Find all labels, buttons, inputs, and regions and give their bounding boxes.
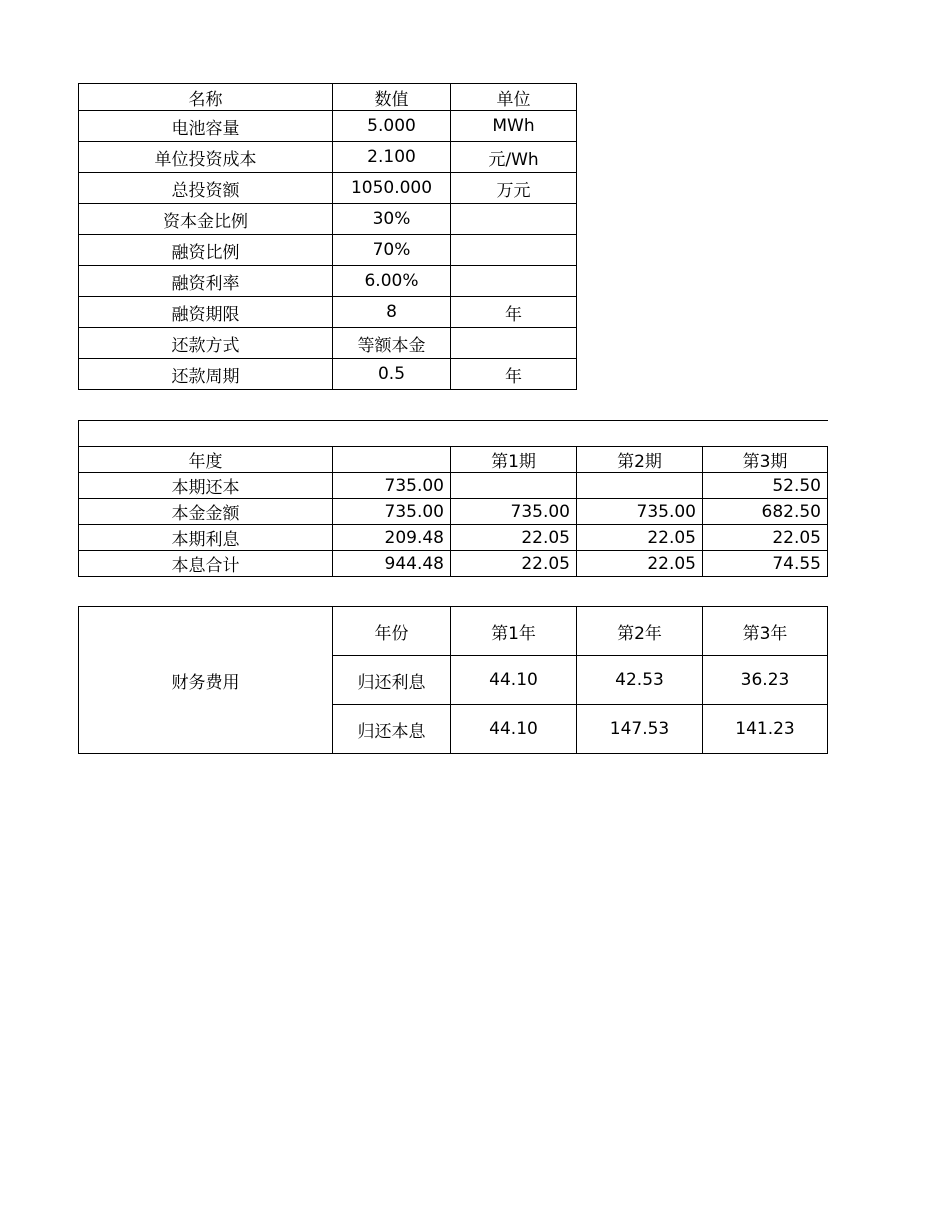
finance-cost-table xyxy=(78,606,828,754)
param-unit[interactable]: MWh xyxy=(451,111,577,142)
finance-header-row xyxy=(79,607,828,656)
schedule-cell[interactable] xyxy=(451,473,577,499)
schedule-cell[interactable]: 22.05 xyxy=(451,525,577,551)
header-unit[interactable]: 单位 xyxy=(451,84,577,111)
schedule-cell[interactable]: 682.50 xyxy=(703,499,828,525)
finance-cell[interactable]: 42.53 xyxy=(577,656,703,705)
param-name[interactable]: 总投资额 xyxy=(79,173,333,204)
param-name[interactable]: 融资比例 xyxy=(79,235,333,266)
parameters-header-row xyxy=(79,84,577,111)
parameters-table xyxy=(78,83,577,390)
param-unit[interactable]: 年 xyxy=(451,359,577,390)
param-name[interactable]: 单位投资成本 xyxy=(79,142,333,173)
param-unit[interactable] xyxy=(451,204,577,235)
param-value[interactable]: 8 xyxy=(333,297,451,328)
schedule-cell[interactable]: 735.00 xyxy=(333,499,451,525)
param-name[interactable]: 还款方式 xyxy=(79,328,333,359)
param-value[interactable]: 1050.000 xyxy=(333,173,451,204)
schedule-cell[interactable]: 944.48 xyxy=(333,551,451,577)
param-unit[interactable] xyxy=(451,266,577,297)
param-name[interactable]: 资本金比例 xyxy=(79,204,333,235)
header-name[interactable]: 名称 xyxy=(79,84,333,111)
finance-cell[interactable]: 141.23 xyxy=(703,705,828,754)
schedule-cell[interactable]: 22.05 xyxy=(577,525,703,551)
schedule-row-label[interactable]: 本息合计 xyxy=(79,551,333,577)
param-unit[interactable]: 元/Wh xyxy=(451,142,577,173)
finance-cell[interactable]: 36.23 xyxy=(703,656,828,705)
schedule-row xyxy=(79,525,828,551)
schedule-cell[interactable]: 735.00 xyxy=(577,499,703,525)
schedule-cell[interactable]: 74.55 xyxy=(703,551,828,577)
param-unit[interactable] xyxy=(451,328,577,359)
header-value[interactable]: 数值 xyxy=(333,84,451,111)
schedule-blank-row xyxy=(79,421,828,447)
finance-header-year[interactable]: 年份 xyxy=(333,607,451,656)
schedule-cell[interactable]: 209.48 xyxy=(333,525,451,551)
finance-header-year-2[interactable]: 第2年 xyxy=(577,607,703,656)
param-name[interactable]: 电池容量 xyxy=(79,111,333,142)
param-row xyxy=(79,173,577,204)
finance-header-year-1[interactable]: 第1年 xyxy=(451,607,577,656)
schedule-cell[interactable]: 22.05 xyxy=(577,551,703,577)
finance-header-year-3[interactable]: 第3年 xyxy=(703,607,828,656)
param-row xyxy=(79,266,577,297)
finance-row-label[interactable]: 归还本息 xyxy=(333,705,451,754)
param-row xyxy=(79,359,577,390)
schedule-header-row xyxy=(79,447,828,473)
schedule-header-total[interactable] xyxy=(333,447,451,473)
param-name[interactable]: 还款周期 xyxy=(79,359,333,390)
param-value[interactable]: 0.5 xyxy=(333,359,451,390)
schedule-cell[interactable] xyxy=(577,473,703,499)
schedule-row-label[interactable]: 本期利息 xyxy=(79,525,333,551)
param-row xyxy=(79,297,577,328)
schedule-header-year[interactable]: 年度 xyxy=(79,447,333,473)
schedule-cell[interactable]: 735.00 xyxy=(333,473,451,499)
finance-label[interactable]: 财务费用 xyxy=(79,607,333,754)
schedule-cell[interactable]: 735.00 xyxy=(451,499,577,525)
param-unit[interactable] xyxy=(451,235,577,266)
param-value[interactable]: 30% xyxy=(333,204,451,235)
param-unit[interactable]: 年 xyxy=(451,297,577,328)
schedule-header-period-2[interactable]: 第2期 xyxy=(577,447,703,473)
param-row xyxy=(79,204,577,235)
repayment-schedule-table xyxy=(78,420,828,577)
param-row xyxy=(79,111,577,142)
param-row xyxy=(79,328,577,359)
schedule-cell[interactable]: 52.50 xyxy=(703,473,828,499)
schedule-row xyxy=(79,473,828,499)
finance-cell[interactable]: 44.10 xyxy=(451,705,577,754)
param-unit[interactable]: 万元 xyxy=(451,173,577,204)
schedule-row-label[interactable]: 本金金额 xyxy=(79,499,333,525)
schedule-blank-cell[interactable] xyxy=(79,421,828,447)
param-value[interactable]: 2.100 xyxy=(333,142,451,173)
schedule-row xyxy=(79,499,828,525)
param-value[interactable]: 70% xyxy=(333,235,451,266)
param-name[interactable]: 融资利率 xyxy=(79,266,333,297)
param-row xyxy=(79,142,577,173)
finance-row-label[interactable]: 归还利息 xyxy=(333,656,451,705)
schedule-row xyxy=(79,551,828,577)
schedule-header-period-3[interactable]: 第3期 xyxy=(703,447,828,473)
param-row xyxy=(79,235,577,266)
finance-cell[interactable]: 147.53 xyxy=(577,705,703,754)
schedule-row-label[interactable]: 本期还本 xyxy=(79,473,333,499)
finance-cell[interactable]: 44.10 xyxy=(451,656,577,705)
schedule-cell[interactable]: 22.05 xyxy=(703,525,828,551)
schedule-cell[interactable]: 22.05 xyxy=(451,551,577,577)
param-value[interactable]: 5.000 xyxy=(333,111,451,142)
param-value[interactable]: 等额本金 xyxy=(333,328,451,359)
param-value[interactable]: 6.00% xyxy=(333,266,451,297)
schedule-header-period-1[interactable]: 第1期 xyxy=(451,447,577,473)
param-name[interactable]: 融资期限 xyxy=(79,297,333,328)
